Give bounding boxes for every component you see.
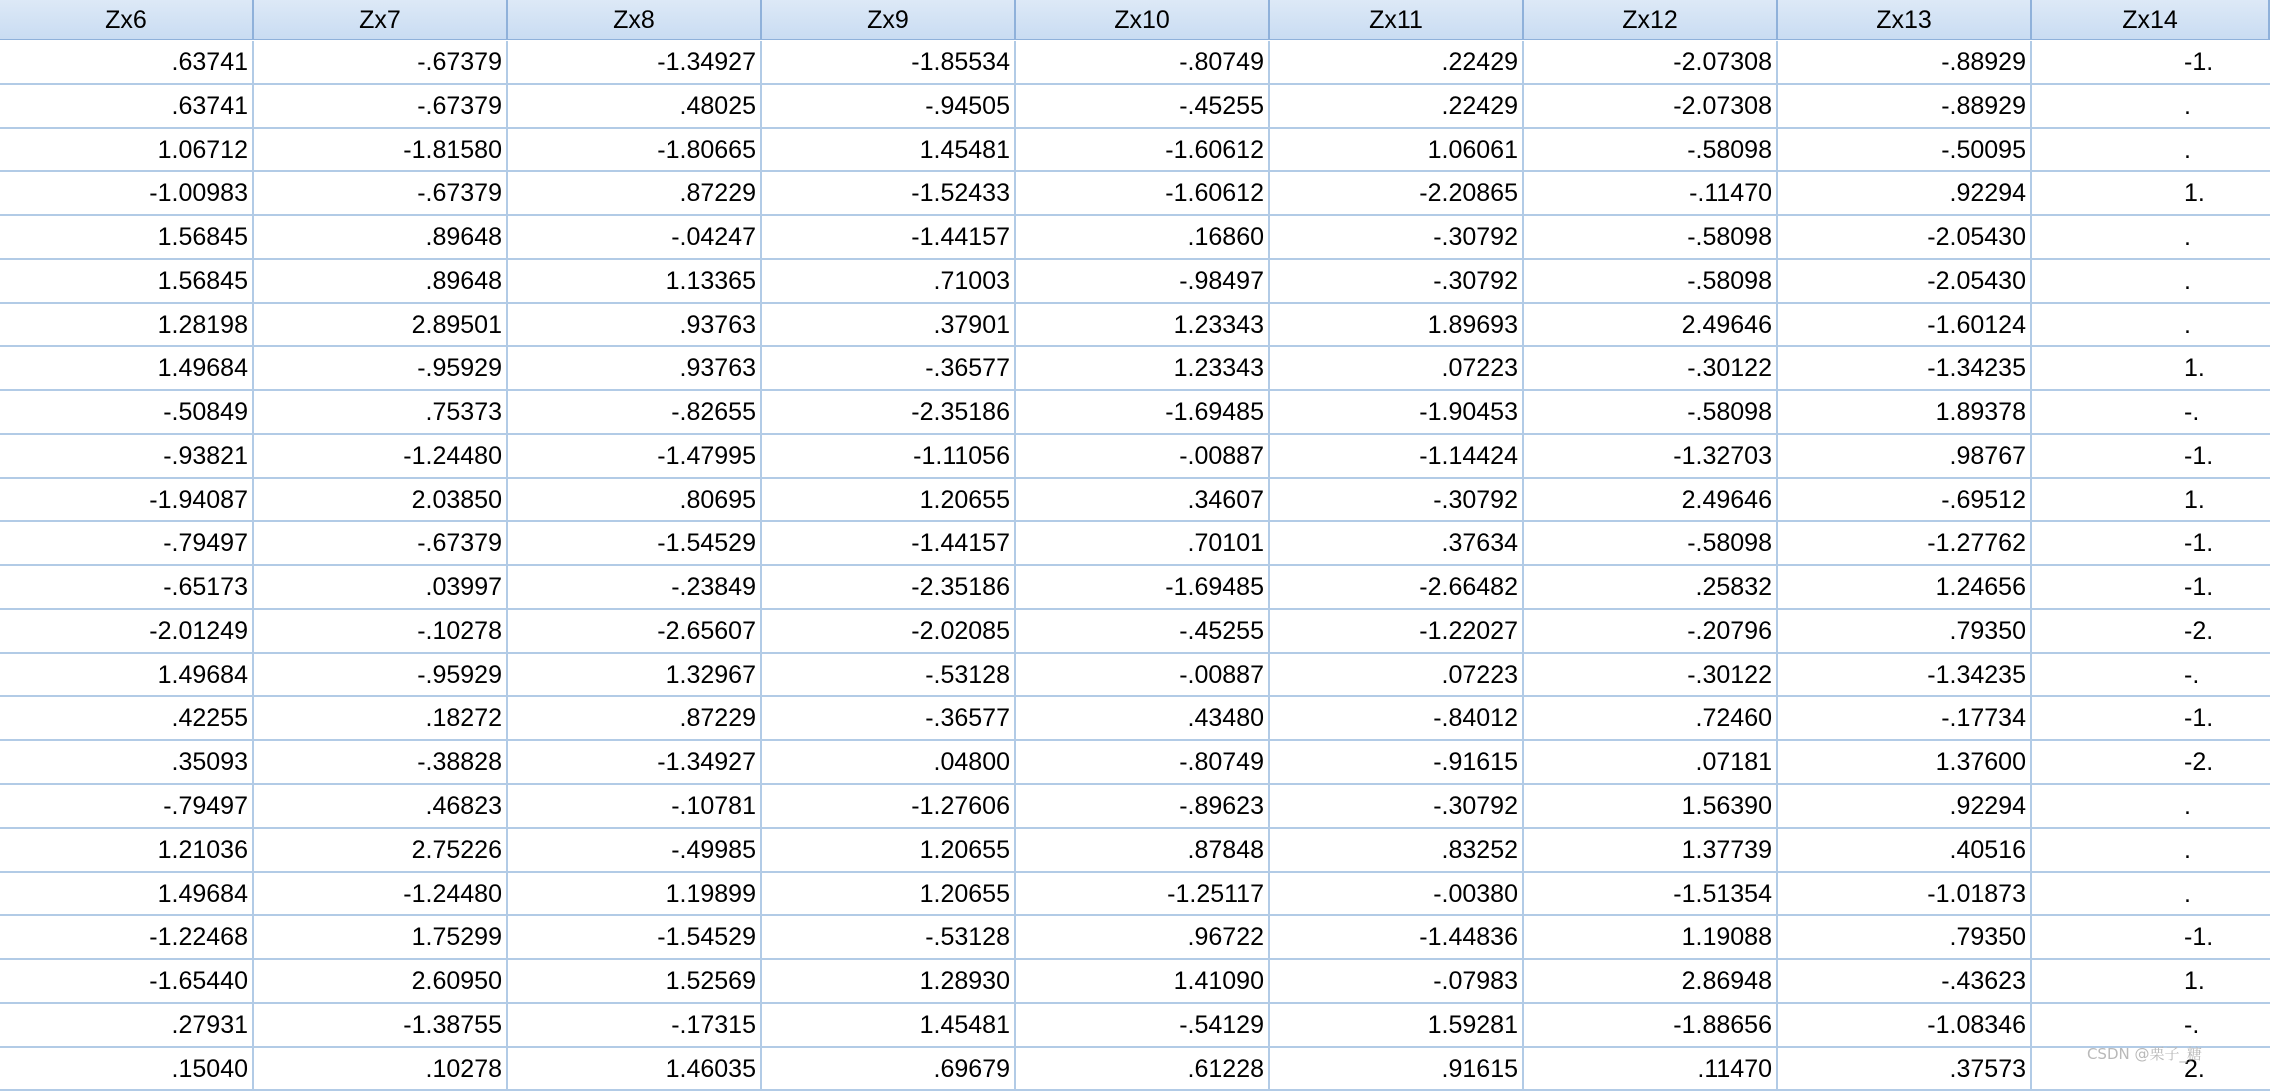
table-cell-zx14[interactable]: . (2032, 129, 2270, 173)
table-cell-zx12[interactable]: -.58098 (1524, 129, 1778, 173)
table-cell-zx6[interactable]: -1.00983 (0, 172, 254, 216)
table-cell-zx8[interactable]: -.49985 (508, 829, 762, 873)
table-cell-zx8[interactable]: -2.65607 (508, 610, 762, 654)
table-row (0, 216, 2210, 260)
table-row (0, 566, 2214, 610)
table-row (0, 522, 2214, 566)
table-cell-zx12[interactable]: -.58098 (1524, 391, 1778, 435)
table-cell-zx9[interactable]: 1.20655 (762, 873, 1016, 917)
table-cell-zx14[interactable]: -1. (2032, 566, 2270, 610)
table-cell-zx13[interactable]: .92294 (1778, 172, 2032, 216)
table-cell-zx12[interactable]: 1.56390 (1524, 785, 1778, 829)
table-cell-zx7[interactable]: -.67379 (254, 172, 508, 216)
table-cell-zx7[interactable]: .75373 (254, 391, 508, 435)
table-cell-zx14[interactable]: 1. (2032, 479, 2270, 523)
table-cell-zx6[interactable]: -1.94087 (0, 479, 254, 523)
table-cell-zx11[interactable]: -.30792 (1270, 785, 1524, 829)
table-cell-zx11[interactable]: -2.20865 (1270, 172, 1524, 216)
table-cell-zx6[interactable]: .35093 (0, 741, 254, 785)
table-cell-zx7[interactable]: -.95929 (254, 654, 508, 698)
table-row (0, 172, 2210, 216)
table-cell-zx11[interactable]: -1.44836 (1270, 916, 1524, 960)
table-cell-zx11[interactable]: 1.59281 (1270, 1004, 1524, 1048)
table-cell-zx14[interactable]: . (2032, 873, 2270, 917)
table-row (0, 304, 2210, 348)
table-cell-zx8[interactable]: 1.52569 (508, 960, 762, 1004)
table-cell-zx8[interactable]: .93763 (508, 304, 762, 348)
table-cell-zx11[interactable]: .07223 (1270, 347, 1524, 391)
table-cell-zx11[interactable]: .37634 (1270, 522, 1524, 566)
table-cell-zx11[interactable]: -1.14424 (1270, 435, 1524, 479)
table-cell-zx6[interactable]: 1.21036 (0, 829, 254, 873)
table-cell-zx8[interactable]: .87229 (508, 697, 762, 741)
table-cell-zx13[interactable]: .79350 (1778, 916, 2032, 960)
table-cell-zx10[interactable]: -.45255 (1016, 85, 1270, 129)
watermark: CSDN @栗子_糖 (2086, 1045, 2202, 1063)
table-cell-zx11[interactable]: 1.06061 (1270, 129, 1524, 173)
table-cell-zx11[interactable]: -.30792 (1270, 479, 1524, 523)
table-cell-zx7[interactable]: -.10278 (254, 610, 508, 654)
column-header-zx6[interactable]: Zx6 (0, 0, 254, 40)
table-cell-zx7[interactable]: -1.24480 (254, 873, 508, 917)
table-cell-zx7[interactable]: 2.89501 (254, 304, 508, 348)
table-cell-zx6[interactable]: .27931 (0, 1004, 254, 1048)
table-cell-zx12[interactable]: 1.19088 (1524, 916, 1778, 960)
table-cell-zx7[interactable]: -1.24480 (254, 435, 508, 479)
column-header-zx10[interactable]: Zx10 (1016, 0, 1270, 40)
table-row (0, 697, 2214, 741)
table-cell-zx10[interactable]: .61228 (1016, 1048, 1270, 1091)
table-cell-zx9[interactable]: 1.45481 (762, 129, 1016, 173)
table-cell-zx12[interactable]: -1.32703 (1524, 435, 1778, 479)
table-row (0, 873, 2210, 917)
table-cell-zx10[interactable]: -.98497 (1016, 260, 1270, 304)
table-cell-zx12[interactable]: -.58098 (1524, 216, 1778, 260)
table-cell-zx11[interactable]: -1.90453 (1270, 391, 1524, 435)
table-cell-zx14[interactable]: . (2032, 85, 2270, 129)
column-header-zx9[interactable]: Zx9 (762, 0, 1016, 40)
table-cell-zx14[interactable]: -1. (2032, 916, 2270, 960)
table-cell-zx13[interactable]: -1.34235 (1778, 654, 2032, 698)
table-cell-zx9[interactable]: .69679 (762, 1048, 1016, 1091)
table-row (0, 829, 2210, 873)
table-cell-zx11[interactable]: 1.89693 (1270, 304, 1524, 348)
table-cell-zx11[interactable]: .22429 (1270, 85, 1524, 129)
table-cell-zx6[interactable]: .42255 (0, 697, 254, 741)
table-cell-zx13[interactable]: -.17734 (1778, 697, 2032, 741)
table-cell-zx6[interactable]: -.93821 (0, 435, 254, 479)
grid-body (0, 41, 2214, 1091)
table-cell-zx10[interactable]: .96722 (1016, 916, 1270, 960)
table-cell-zx7[interactable]: .18272 (254, 697, 508, 741)
table-cell-zx10[interactable]: -1.25117 (1016, 873, 1270, 917)
table-cell-zx14[interactable]: -2. (2032, 741, 2270, 785)
table-cell-zx13[interactable]: -2.05430 (1778, 216, 2032, 260)
table-cell-zx13[interactable]: -1.27762 (1778, 522, 2032, 566)
table-row (0, 610, 2214, 654)
column-header-zx14[interactable]: Zx14 (2032, 0, 2270, 40)
table-cell-zx13[interactable]: .40516 (1778, 829, 2032, 873)
table-cell-zx9[interactable]: -.53128 (762, 654, 1016, 698)
table-cell-zx12[interactable]: -1.51354 (1524, 873, 1778, 917)
table-cell-zx13[interactable]: 1.89378 (1778, 391, 2032, 435)
table-cell-zx8[interactable]: -1.34927 (508, 41, 762, 85)
table-cell-zx7[interactable]: -1.81580 (254, 129, 508, 173)
table-cell-zx11[interactable]: -.07983 (1270, 960, 1524, 1004)
table-cell-zx7[interactable]: -.38828 (254, 741, 508, 785)
table-cell-zx14[interactable]: . (2032, 260, 2270, 304)
table-cell-zx11[interactable]: -.91615 (1270, 741, 1524, 785)
table-row (0, 1048, 2210, 1091)
table-cell-zx10[interactable]: -1.69485 (1016, 566, 1270, 610)
table-cell-zx10[interactable]: 1.23343 (1016, 304, 1270, 348)
table-cell-zx12[interactable]: -.20796 (1524, 610, 1778, 654)
table-cell-zx6[interactable]: 1.28198 (0, 304, 254, 348)
table-cell-zx14[interactable]: 1. (2032, 172, 2270, 216)
table-cell-zx12[interactable]: .11470 (1524, 1048, 1778, 1091)
table-cell-zx8[interactable]: -.23849 (508, 566, 762, 610)
table-cell-zx8[interactable]: -1.54529 (508, 522, 762, 566)
table-cell-zx10[interactable]: .87848 (1016, 829, 1270, 873)
table-cell-zx8[interactable]: .48025 (508, 85, 762, 129)
table-cell-zx12[interactable]: -.30122 (1524, 654, 1778, 698)
table-cell-zx8[interactable]: .80695 (508, 479, 762, 523)
table-cell-zx10[interactable]: -.45255 (1016, 610, 1270, 654)
table-cell-zx9[interactable]: .71003 (762, 260, 1016, 304)
table-cell-zx14[interactable]: -1. (2032, 522, 2270, 566)
table-cell-zx13[interactable]: -1.60124 (1778, 304, 2032, 348)
table-cell-zx8[interactable]: -1.47995 (508, 435, 762, 479)
table-cell-zx9[interactable]: .04800 (762, 741, 1016, 785)
table-cell-zx10[interactable]: -.00887 (1016, 435, 1270, 479)
table-row (0, 41, 2214, 85)
table-cell-zx12[interactable]: 2.49646 (1524, 479, 1778, 523)
table-cell-zx14[interactable]: . (2032, 216, 2270, 260)
table-cell-zx11[interactable]: .07223 (1270, 654, 1524, 698)
table-cell-zx6[interactable]: -.79497 (0, 785, 254, 829)
table-cell-zx11[interactable]: -.00380 (1270, 873, 1524, 917)
table-cell-zx10[interactable]: -1.60612 (1016, 172, 1270, 216)
table-cell-zx13[interactable]: -1.08346 (1778, 1004, 2032, 1048)
table-cell-zx11[interactable]: -.84012 (1270, 697, 1524, 741)
table-cell-zx11[interactable]: .22429 (1270, 41, 1524, 85)
table-cell-zx7[interactable]: .89648 (254, 216, 508, 260)
table-cell-zx6[interactable]: 1.49684 (0, 347, 254, 391)
table-cell-zx7[interactable]: .03997 (254, 566, 508, 610)
table-cell-zx8[interactable]: .93763 (508, 347, 762, 391)
table-cell-zx10[interactable]: .43480 (1016, 697, 1270, 741)
table-cell-zx12[interactable]: -1.88656 (1524, 1004, 1778, 1048)
table-cell-zx6[interactable]: -2.01249 (0, 610, 254, 654)
table-cell-zx7[interactable]: .89648 (254, 260, 508, 304)
table-cell-zx8[interactable]: 1.32967 (508, 654, 762, 698)
table-cell-zx11[interactable]: .83252 (1270, 829, 1524, 873)
table-cell-zx7[interactable]: -.67379 (254, 41, 508, 85)
table-cell-zx14[interactable]: -1. (2032, 435, 2270, 479)
table-cell-zx6[interactable]: 1.56845 (0, 216, 254, 260)
table-cell-zx6[interactable]: .63741 (0, 41, 254, 85)
table-row (0, 129, 2210, 173)
table-cell-zx8[interactable]: -1.80665 (508, 129, 762, 173)
table-cell-zx13[interactable]: -.88929 (1778, 85, 2032, 129)
table-cell-zx8[interactable]: -.82655 (508, 391, 762, 435)
table-cell-zx14[interactable]: . (2032, 304, 2270, 348)
table-cell-zx11[interactable]: -2.66482 (1270, 566, 1524, 610)
table-cell-zx9[interactable]: 1.45481 (762, 1004, 1016, 1048)
table-cell-zx7[interactable]: 1.75299 (254, 916, 508, 960)
table-cell-zx10[interactable]: -.54129 (1016, 1004, 1270, 1048)
table-cell-zx14[interactable]: -2. (2032, 610, 2270, 654)
table-cell-zx11[interactable]: -.30792 (1270, 216, 1524, 260)
table-cell-zx12[interactable]: 2.49646 (1524, 304, 1778, 348)
table-cell-zx9[interactable]: -2.02085 (762, 610, 1016, 654)
table-cell-zx10[interactable]: .34607 (1016, 479, 1270, 523)
table-cell-zx7[interactable]: 2.75226 (254, 829, 508, 873)
table-cell-zx7[interactable]: -.67379 (254, 85, 508, 129)
table-cell-zx6[interactable]: 1.06712 (0, 129, 254, 173)
table-row (0, 260, 2210, 304)
table-cell-zx9[interactable]: -1.11056 (762, 435, 1016, 479)
table-cell-zx13[interactable]: 1.24656 (1778, 566, 2032, 610)
column-header-zx13[interactable]: Zx13 (1778, 0, 2032, 40)
column-header-zx7[interactable]: Zx7 (254, 0, 508, 40)
table-cell-zx7[interactable]: .46823 (254, 785, 508, 829)
table-cell-zx13[interactable]: .37573 (1778, 1048, 2032, 1091)
table-cell-zx12[interactable]: 2.86948 (1524, 960, 1778, 1004)
table-cell-zx13[interactable]: -2.05430 (1778, 260, 2032, 304)
table-cell-zx14[interactable]: . (2032, 829, 2270, 873)
table-cell-zx13[interactable]: -.43623 (1778, 960, 2032, 1004)
table-cell-zx10[interactable]: 1.23343 (1016, 347, 1270, 391)
table-row (0, 1004, 2210, 1048)
table-cell-zx6[interactable]: -1.22468 (0, 916, 254, 960)
table-row (0, 785, 2210, 829)
table-cell-zx9[interactable]: -.36577 (762, 347, 1016, 391)
table-row (0, 391, 2210, 435)
table-cell-zx13[interactable]: -.50095 (1778, 129, 2032, 173)
table-cell-zx9[interactable]: 1.20655 (762, 829, 1016, 873)
table-row (0, 654, 2210, 698)
table-cell-zx8[interactable]: -.10781 (508, 785, 762, 829)
table-cell-zx8[interactable]: 1.46035 (508, 1048, 762, 1091)
table-cell-zx7[interactable]: 2.60950 (254, 960, 508, 1004)
table-cell-zx8[interactable]: -.04247 (508, 216, 762, 260)
column-header-zx12[interactable]: Zx12 (1524, 0, 1778, 40)
table-cell-zx14[interactable]: 1. (2032, 960, 2270, 1004)
table-cell-zx10[interactable]: -.89623 (1016, 785, 1270, 829)
table-cell-zx8[interactable]: 1.19899 (508, 873, 762, 917)
table-cell-zx14[interactable]: -1. (2032, 41, 2270, 85)
column-header-row (0, 0, 2210, 41)
table-cell-zx12[interactable]: -.58098 (1524, 260, 1778, 304)
table-cell-zx9[interactable]: 1.28930 (762, 960, 1016, 1004)
table-cell-zx14[interactable]: 1. (2032, 347, 2270, 391)
table-cell-zx8[interactable]: 1.13365 (508, 260, 762, 304)
table-row (0, 435, 2214, 479)
table-cell-zx14[interactable]: -. (2032, 1004, 2270, 1048)
table-cell-zx12[interactable]: .72460 (1524, 697, 1778, 741)
table-cell-zx7[interactable]: -.95929 (254, 347, 508, 391)
table-cell-zx9[interactable]: -.53128 (762, 916, 1016, 960)
table-cell-zx12[interactable]: .25832 (1524, 566, 1778, 610)
table-cell-zx13[interactable]: -.69512 (1778, 479, 2032, 523)
table-cell-zx10[interactable]: -1.69485 (1016, 391, 1270, 435)
table-cell-zx6[interactable]: -.50849 (0, 391, 254, 435)
table-cell-zx6[interactable]: 1.56845 (0, 260, 254, 304)
table-cell-zx6[interactable]: 1.49684 (0, 873, 254, 917)
table-cell-zx9[interactable]: -.94505 (762, 85, 1016, 129)
table-cell-zx6[interactable]: .15040 (0, 1048, 254, 1091)
table-cell-zx10[interactable]: .16860 (1016, 216, 1270, 260)
table-cell-zx10[interactable]: .70101 (1016, 522, 1270, 566)
table-cell-zx8[interactable]: -.17315 (508, 1004, 762, 1048)
table-cell-zx11[interactable]: -.30792 (1270, 260, 1524, 304)
table-cell-zx9[interactable]: .37901 (762, 304, 1016, 348)
table-row (0, 916, 2214, 960)
table-cell-zx14[interactable]: . (2032, 785, 2270, 829)
table-cell-zx7[interactable]: -.67379 (254, 522, 508, 566)
table-row (0, 960, 2210, 1004)
table-cell-zx12[interactable]: -.30122 (1524, 347, 1778, 391)
table-cell-zx9[interactable]: -2.35186 (762, 391, 1016, 435)
table-cell-zx11[interactable]: -1.22027 (1270, 610, 1524, 654)
table-cell-zx8[interactable]: -1.34927 (508, 741, 762, 785)
table-cell-zx6[interactable]: 1.49684 (0, 654, 254, 698)
table-cell-zx9[interactable]: -1.85534 (762, 41, 1016, 85)
table-cell-zx12[interactable]: -2.07308 (1524, 41, 1778, 85)
table-cell-zx10[interactable]: -.80749 (1016, 41, 1270, 85)
table-cell-zx14[interactable]: -. (2032, 654, 2270, 698)
table-cell-zx9[interactable]: -1.27606 (762, 785, 1016, 829)
table-cell-zx6[interactable]: -.79497 (0, 522, 254, 566)
table-cell-zx10[interactable]: -1.60612 (1016, 129, 1270, 173)
table-cell-zx9[interactable]: -2.35186 (762, 566, 1016, 610)
table-cell-zx12[interactable]: -2.07308 (1524, 85, 1778, 129)
table-cell-zx14[interactable]: -. (2032, 391, 2270, 435)
table-row (0, 479, 2210, 523)
table-cell-zx12[interactable]: -.58098 (1524, 522, 1778, 566)
table-cell-zx13[interactable]: -.88929 (1778, 41, 2032, 85)
table-cell-zx12[interactable]: -.11470 (1524, 172, 1778, 216)
table-cell-zx10[interactable]: 1.41090 (1016, 960, 1270, 1004)
table-cell-zx8[interactable]: .87229 (508, 172, 762, 216)
table-cell-zx9[interactable]: 1.20655 (762, 479, 1016, 523)
table-cell-zx10[interactable]: -.80749 (1016, 741, 1270, 785)
table-cell-zx14[interactable]: 2. (2032, 1048, 2270, 1091)
table-cell-zx9[interactable]: -1.52433 (762, 172, 1016, 216)
table-cell-zx9[interactable]: -1.44157 (762, 522, 1016, 566)
table-cell-zx12[interactable]: .07181 (1524, 741, 1778, 785)
table-cell-zx7[interactable]: -1.38755 (254, 1004, 508, 1048)
table-cell-zx7[interactable]: 2.03850 (254, 479, 508, 523)
table-cell-zx14[interactable]: -1. (2032, 697, 2270, 741)
table-row (0, 347, 2210, 391)
table-row (0, 741, 2214, 785)
table-cell-zx6[interactable]: .63741 (0, 85, 254, 129)
table-cell-zx13[interactable]: .98767 (1778, 435, 2032, 479)
table-cell-zx13[interactable]: 1.37600 (1778, 741, 2032, 785)
column-header-zx8[interactable]: Zx8 (508, 0, 762, 40)
table-cell-zx10[interactable]: -.00887 (1016, 654, 1270, 698)
column-header-zx11[interactable]: Zx11 (1270, 0, 1524, 40)
table-cell-zx13[interactable]: -1.34235 (1778, 347, 2032, 391)
table-cell-zx12[interactable]: 1.37739 (1524, 829, 1778, 873)
table-cell-zx13[interactable]: -1.01873 (1778, 873, 2032, 917)
table-cell-zx13[interactable]: .92294 (1778, 785, 2032, 829)
table-cell-zx9[interactable]: -1.44157 (762, 216, 1016, 260)
table-cell-zx7[interactable]: .10278 (254, 1048, 508, 1091)
table-cell-zx8[interactable]: -1.54529 (508, 916, 762, 960)
table-row (0, 85, 2210, 129)
table-cell-zx11[interactable]: .91615 (1270, 1048, 1524, 1091)
table-cell-zx6[interactable]: -1.65440 (0, 960, 254, 1004)
table-cell-zx13[interactable]: .79350 (1778, 610, 2032, 654)
table-cell-zx6[interactable]: -.65173 (0, 566, 254, 610)
table-cell-zx9[interactable]: -.36577 (762, 697, 1016, 741)
